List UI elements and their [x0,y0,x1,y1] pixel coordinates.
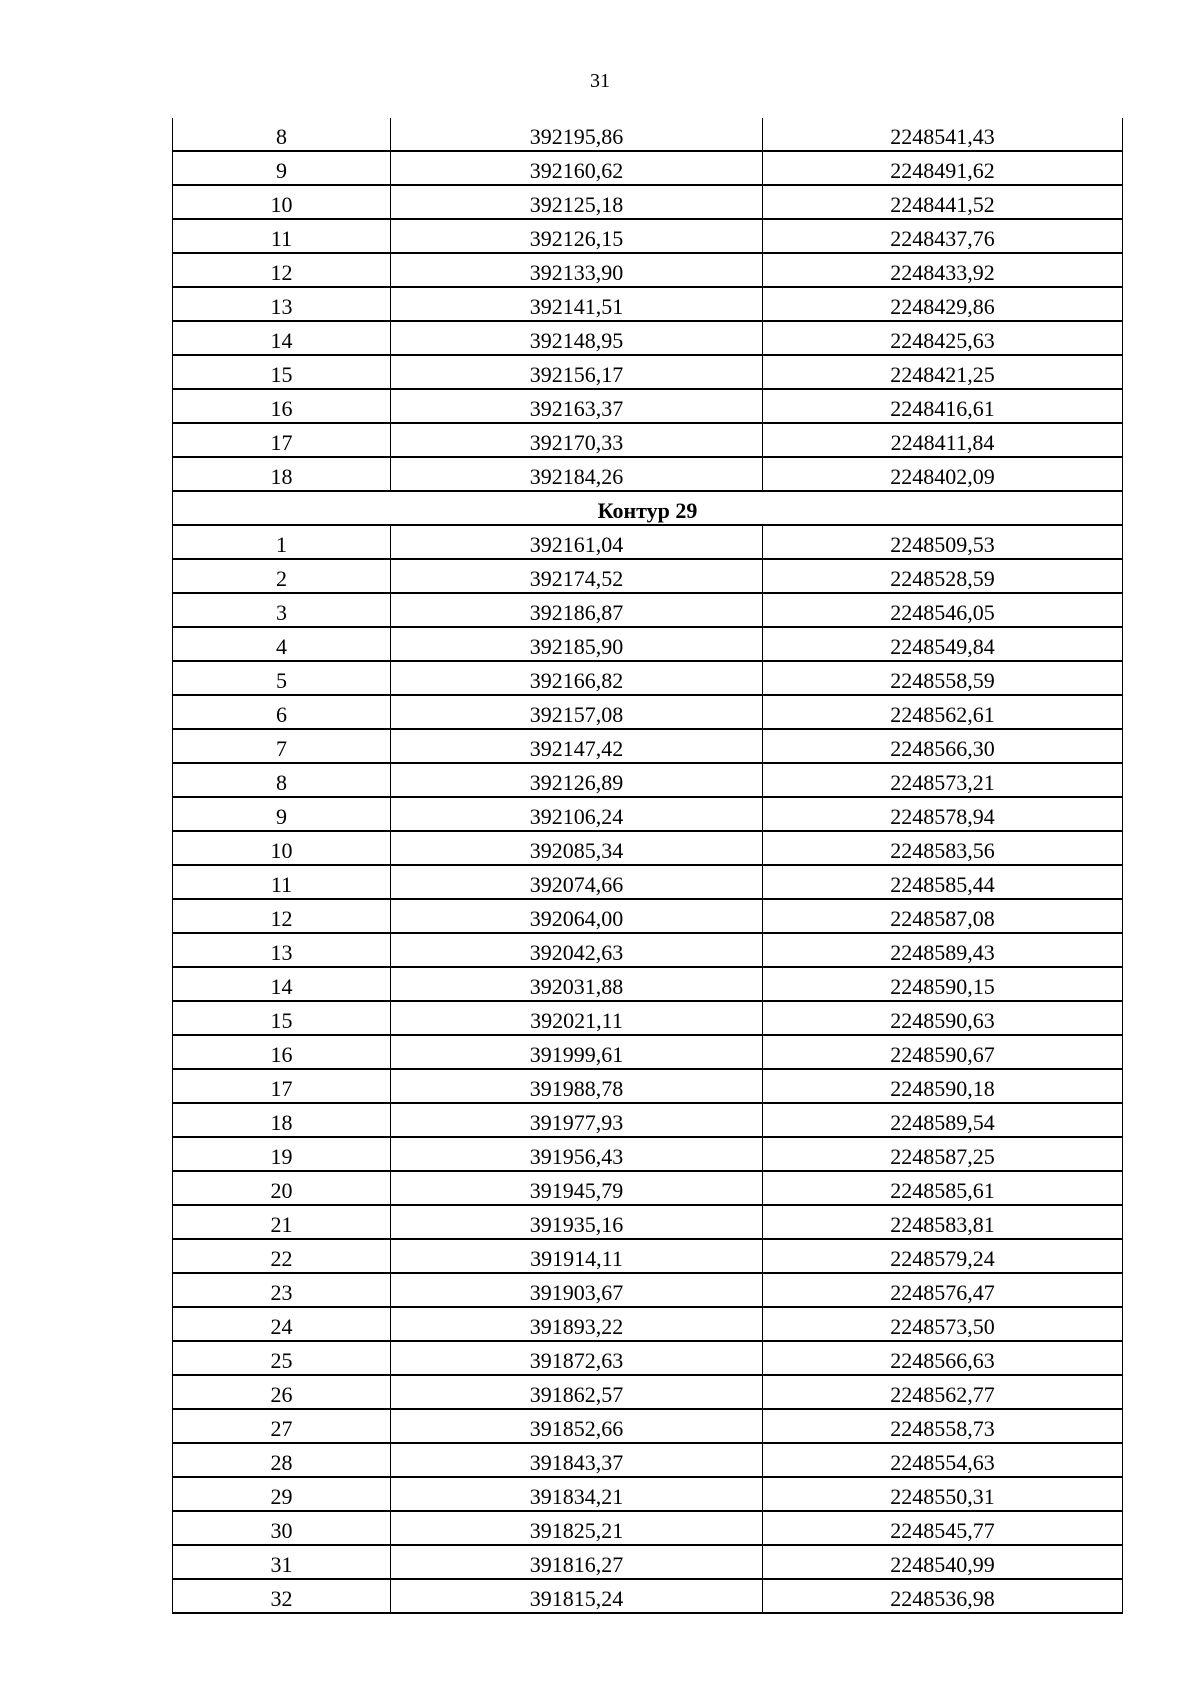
x-coordinate-cell: 392174,52 [391,559,763,593]
table-row [173,1035,1123,1069]
y-coordinate-cell: 2248550,31 [763,1477,1123,1511]
x-coordinate-cell: 392126,15 [391,219,763,253]
y-coordinate-cell: 2248585,44 [763,865,1123,899]
y-coordinate-cell: 2248587,25 [763,1137,1123,1171]
y-coordinate-cell: 2248587,08 [763,899,1123,933]
y-coordinate-cell: 2248562,61 [763,695,1123,729]
x-coordinate-cell: 392085,34 [391,831,763,865]
point-number-cell: 25 [173,1341,391,1375]
x-coordinate-cell: 391903,67 [391,1273,763,1307]
y-coordinate-cell: 2248491,62 [763,151,1123,185]
table-row [173,1409,1123,1443]
x-coordinate-cell: 392185,90 [391,627,763,661]
section-header-row [173,491,1123,525]
y-coordinate-cell: 2248558,73 [763,1409,1123,1443]
point-number-cell: 12 [173,253,391,287]
table-row [173,1307,1123,1341]
point-number-cell: 11 [173,219,391,253]
x-coordinate-cell: 392166,82 [391,661,763,695]
x-coordinate-cell: 392186,87 [391,593,763,627]
y-coordinate-cell: 2248576,47 [763,1273,1123,1307]
table-row [173,525,1123,559]
point-number-cell: 29 [173,1477,391,1511]
y-coordinate-cell: 2248421,25 [763,355,1123,389]
table-row [173,1579,1123,1613]
table-row [173,831,1123,865]
y-coordinate-cell: 2248402,09 [763,457,1123,491]
y-coordinate-cell: 2248573,50 [763,1307,1123,1341]
y-coordinate-cell: 2248590,67 [763,1035,1123,1069]
table-row [173,559,1123,593]
point-number-cell: 10 [173,185,391,219]
x-coordinate-cell: 392031,88 [391,967,763,1001]
x-coordinate-cell: 391977,93 [391,1103,763,1137]
y-coordinate-cell: 2248585,61 [763,1171,1123,1205]
point-number-cell: 27 [173,1409,391,1443]
point-number-cell: 9 [173,151,391,185]
point-number-cell: 15 [173,355,391,389]
y-coordinate-cell: 2248411,84 [763,423,1123,457]
y-coordinate-cell: 2248509,53 [763,525,1123,559]
x-coordinate-cell: 392170,33 [391,423,763,457]
table-row [173,593,1123,627]
table-row [173,933,1123,967]
y-coordinate-cell: 2248437,76 [763,219,1123,253]
y-coordinate-cell: 2248540,99 [763,1545,1123,1579]
table-row [173,763,1123,797]
table-row [173,457,1123,491]
x-coordinate-cell: 392161,04 [391,525,763,559]
x-coordinate-cell: 391956,43 [391,1137,763,1171]
y-coordinate-cell: 2248573,21 [763,763,1123,797]
x-coordinate-cell: 391843,37 [391,1443,763,1477]
x-coordinate-cell: 392147,42 [391,729,763,763]
point-number-cell: 19 [173,1137,391,1171]
y-coordinate-cell: 2248590,18 [763,1069,1123,1103]
x-coordinate-cell: 391988,78 [391,1069,763,1103]
point-number-cell: 5 [173,661,391,695]
table-row [173,389,1123,423]
point-number-cell: 6 [173,695,391,729]
table-row [173,1069,1123,1103]
y-coordinate-cell: 2248583,56 [763,831,1123,865]
table-row [173,185,1123,219]
point-number-cell: 2 [173,559,391,593]
x-coordinate-cell: 392184,26 [391,457,763,491]
x-coordinate-cell: 392042,63 [391,933,763,967]
table-row [173,118,1123,151]
y-coordinate-cell: 2248549,84 [763,627,1123,661]
table-row [173,797,1123,831]
point-number-cell: 18 [173,1103,391,1137]
x-coordinate-cell: 391862,57 [391,1375,763,1409]
point-number-cell: 31 [173,1545,391,1579]
point-number-cell: 1 [173,525,391,559]
x-coordinate-cell: 391852,66 [391,1409,763,1443]
table-row [173,287,1123,321]
y-coordinate-cell: 2248546,05 [763,593,1123,627]
x-coordinate-cell: 392133,90 [391,253,763,287]
x-coordinate-cell: 392157,08 [391,695,763,729]
y-coordinate-cell: 2248425,63 [763,321,1123,355]
y-coordinate-cell: 2248590,63 [763,1001,1123,1035]
point-number-cell: 3 [173,593,391,627]
coordinates-table-body [173,118,1123,1613]
coordinates-table [172,118,1123,1614]
x-coordinate-cell: 392125,18 [391,185,763,219]
table-row [173,1205,1123,1239]
y-coordinate-cell: 2248589,54 [763,1103,1123,1137]
table-row [173,321,1123,355]
y-coordinate-cell: 2248590,15 [763,967,1123,1001]
y-coordinate-cell: 2248545,77 [763,1511,1123,1545]
table-row [173,151,1123,185]
point-number-cell: 16 [173,389,391,423]
x-coordinate-cell: 391935,16 [391,1205,763,1239]
x-coordinate-cell: 391914,11 [391,1239,763,1273]
point-number-cell: 13 [173,287,391,321]
table-row [173,967,1123,1001]
table-row [173,1511,1123,1545]
point-number-cell: 26 [173,1375,391,1409]
point-number-cell: 30 [173,1511,391,1545]
x-coordinate-cell: 392064,00 [391,899,763,933]
table-row [173,1103,1123,1137]
point-number-cell: 11 [173,865,391,899]
table-row [173,1375,1123,1409]
point-number-cell: 13 [173,933,391,967]
x-coordinate-cell: 391825,21 [391,1511,763,1545]
table-row [173,219,1123,253]
y-coordinate-cell: 2248433,92 [763,253,1123,287]
x-coordinate-cell: 391872,63 [391,1341,763,1375]
y-coordinate-cell: 2248541,43 [763,118,1123,151]
point-number-cell: 15 [173,1001,391,1035]
point-number-cell: 32 [173,1579,391,1613]
table-row [173,1545,1123,1579]
x-coordinate-cell: 392106,24 [391,797,763,831]
y-coordinate-cell: 2248566,63 [763,1341,1123,1375]
y-coordinate-cell: 2248589,43 [763,933,1123,967]
table-row [173,1273,1123,1307]
point-number-cell: 8 [173,118,391,151]
table-row [173,1239,1123,1273]
table-row [173,1477,1123,1511]
table-row [173,729,1123,763]
point-number-cell: 14 [173,321,391,355]
page-number: 31 [590,70,610,92]
x-coordinate-cell: 392148,95 [391,321,763,355]
x-coordinate-cell: 392156,17 [391,355,763,389]
table-row [173,1341,1123,1375]
x-coordinate-cell: 392160,62 [391,151,763,185]
point-number-cell: 24 [173,1307,391,1341]
y-coordinate-cell: 2248528,59 [763,559,1123,593]
point-number-cell: 28 [173,1443,391,1477]
table-row [173,1171,1123,1205]
table-row [173,865,1123,899]
x-coordinate-cell: 392141,51 [391,287,763,321]
point-number-cell: 4 [173,627,391,661]
y-coordinate-cell: 2248578,94 [763,797,1123,831]
y-coordinate-cell: 2248429,86 [763,287,1123,321]
point-number-cell: 20 [173,1171,391,1205]
table-row [173,695,1123,729]
section-title: Контур 29 [173,491,1123,525]
point-number-cell: 23 [173,1273,391,1307]
x-coordinate-cell: 392126,89 [391,763,763,797]
y-coordinate-cell: 2248583,81 [763,1205,1123,1239]
point-number-cell: 18 [173,457,391,491]
x-coordinate-cell: 391999,61 [391,1035,763,1069]
point-number-cell: 17 [173,1069,391,1103]
y-coordinate-cell: 2248441,52 [763,185,1123,219]
table-row [173,253,1123,287]
table-row [173,423,1123,457]
point-number-cell: 12 [173,899,391,933]
x-coordinate-cell: 391815,24 [391,1579,763,1613]
point-number-cell: 8 [173,763,391,797]
table-row [173,1001,1123,1035]
x-coordinate-cell: 391945,79 [391,1171,763,1205]
point-number-cell: 17 [173,423,391,457]
x-coordinate-cell: 392021,11 [391,1001,763,1035]
y-coordinate-cell: 2248416,61 [763,389,1123,423]
point-number-cell: 14 [173,967,391,1001]
point-number-cell: 9 [173,797,391,831]
y-coordinate-cell: 2248558,59 [763,661,1123,695]
point-number-cell: 21 [173,1205,391,1239]
x-coordinate-cell: 391893,22 [391,1307,763,1341]
y-coordinate-cell: 2248536,98 [763,1579,1123,1613]
x-coordinate-cell: 392163,37 [391,389,763,423]
point-number-cell: 16 [173,1035,391,1069]
y-coordinate-cell: 2248566,30 [763,729,1123,763]
table-row [173,661,1123,695]
point-number-cell: 10 [173,831,391,865]
table-row [173,355,1123,389]
x-coordinate-cell: 392195,86 [391,118,763,151]
y-coordinate-cell: 2248579,24 [763,1239,1123,1273]
point-number-cell: 7 [173,729,391,763]
y-coordinate-cell: 2248562,77 [763,1375,1123,1409]
table-row [173,627,1123,661]
table-row [173,1137,1123,1171]
x-coordinate-cell: 391834,21 [391,1477,763,1511]
table-row [173,899,1123,933]
point-number-cell: 22 [173,1239,391,1273]
x-coordinate-cell: 391816,27 [391,1545,763,1579]
y-coordinate-cell: 2248554,63 [763,1443,1123,1477]
x-coordinate-cell: 392074,66 [391,865,763,899]
table-row [173,1443,1123,1477]
